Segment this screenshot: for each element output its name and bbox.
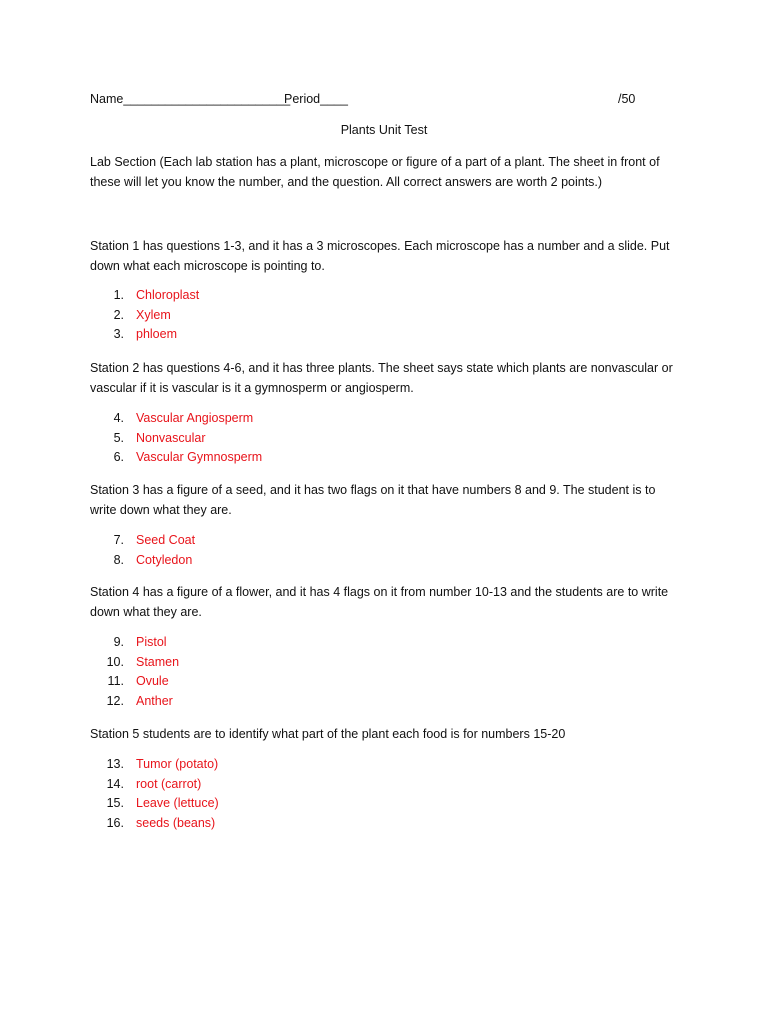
station-2-answers bbox=[90, 409, 262, 468]
answer-text: Nonvascular bbox=[136, 430, 206, 445]
station-5-answers bbox=[90, 755, 219, 833]
station-1-prompt: Station 1 has questions 1-3, and it has a 3 microscopes. Each microscope has a number and a slide. Put down what each microscope is pointing to. bbox=[90, 239, 670, 273]
answer-item bbox=[90, 448, 262, 468]
answer-item bbox=[90, 306, 199, 326]
answer-item bbox=[90, 814, 219, 834]
answer-text: Cotyledon bbox=[136, 552, 193, 567]
answer-text: root (carrot) bbox=[136, 776, 202, 791]
station-4-prompt: Station 4 has a figure of a flower, and it has 4 flags on it from number 10-13 and the students are to write down what they are. bbox=[90, 585, 669, 619]
answer-item bbox=[90, 692, 179, 712]
answer-text: Chloroplast bbox=[136, 288, 200, 302]
answer-text: Vascular Gymnosperm bbox=[136, 450, 263, 465]
station-5-prompt: Station 5 students are to identify what part of the plant each food is for numbers 15-20 bbox=[90, 727, 566, 741]
answer-text: Anther bbox=[136, 693, 173, 708]
answer-number: 14. bbox=[106, 776, 124, 791]
answer-text: Xylem bbox=[136, 307, 171, 322]
answer-item bbox=[90, 775, 219, 795]
station-3-prompt: Station 3 has a figure of a seed, and it has two flags on it that have numbers 8 and 9. The student is to write down what they are. bbox=[90, 483, 656, 517]
answer-number: 2. bbox=[113, 307, 124, 322]
answer-number: 5. bbox=[113, 430, 124, 445]
answer-text: Pistol bbox=[136, 635, 167, 649]
name-field-label: Name________________________ bbox=[90, 92, 291, 106]
station-2-prompt: Station 2 has questions 4-6, and it has three plants. The sheet says state which plants are nonvascular or vascular if it is vascular is it a gymnosperm or angiosperm. bbox=[90, 361, 673, 395]
answer-item bbox=[90, 429, 262, 449]
station-1-answers bbox=[90, 286, 199, 345]
station-4-answers bbox=[90, 633, 179, 711]
answer-text: Vascular Angiosperm bbox=[136, 411, 254, 425]
answer-number: 3. bbox=[113, 327, 124, 342]
answer-number: 8. bbox=[113, 552, 124, 567]
answer-item bbox=[90, 551, 195, 571]
answer-item bbox=[90, 672, 179, 692]
answer-number: 13. bbox=[106, 757, 124, 771]
answer-number: 16. bbox=[106, 815, 124, 830]
answer-item bbox=[90, 531, 195, 551]
answer-number: 9. bbox=[113, 635, 124, 649]
answer-text: Leave (lettuce) bbox=[136, 796, 219, 811]
answer-text: Tumor (potato) bbox=[136, 757, 219, 771]
answer-item bbox=[90, 755, 219, 775]
answer-text: seeds (beans) bbox=[136, 815, 216, 830]
page-title: Plants Unit Test bbox=[340, 123, 428, 137]
answer-item bbox=[90, 633, 179, 653]
lab-section-intro: Lab Section (Each lab station has a plant, microscope or figure of a part of a plant. The sheet in front of these will let you know the number, and the question. All correct answers are worth 2 points.) bbox=[90, 155, 660, 189]
answer-item bbox=[90, 794, 219, 814]
answer-number: 15. bbox=[106, 796, 124, 811]
answer-text: phloem bbox=[136, 327, 177, 342]
header-line bbox=[90, 92, 650, 108]
station-3-answers bbox=[90, 531, 195, 570]
period-field-label: Period____ bbox=[284, 92, 348, 106]
answer-item bbox=[90, 325, 199, 345]
answer-item bbox=[90, 286, 199, 306]
answer-number: 1. bbox=[113, 288, 124, 302]
answer-number: 10. bbox=[106, 654, 124, 669]
answer-number: 12. bbox=[106, 693, 124, 708]
answer-number: 4. bbox=[113, 411, 124, 425]
answer-number: 11. bbox=[107, 674, 124, 689]
answer-text: Ovule bbox=[136, 674, 169, 689]
answer-text: Seed Coat bbox=[136, 533, 196, 547]
answer-item bbox=[90, 653, 179, 673]
answer-text: Stamen bbox=[136, 654, 180, 669]
answer-item bbox=[90, 409, 262, 429]
score-total: /50 bbox=[618, 92, 636, 106]
answer-number: 6. bbox=[113, 450, 124, 465]
answer-number: 7. bbox=[113, 533, 124, 547]
